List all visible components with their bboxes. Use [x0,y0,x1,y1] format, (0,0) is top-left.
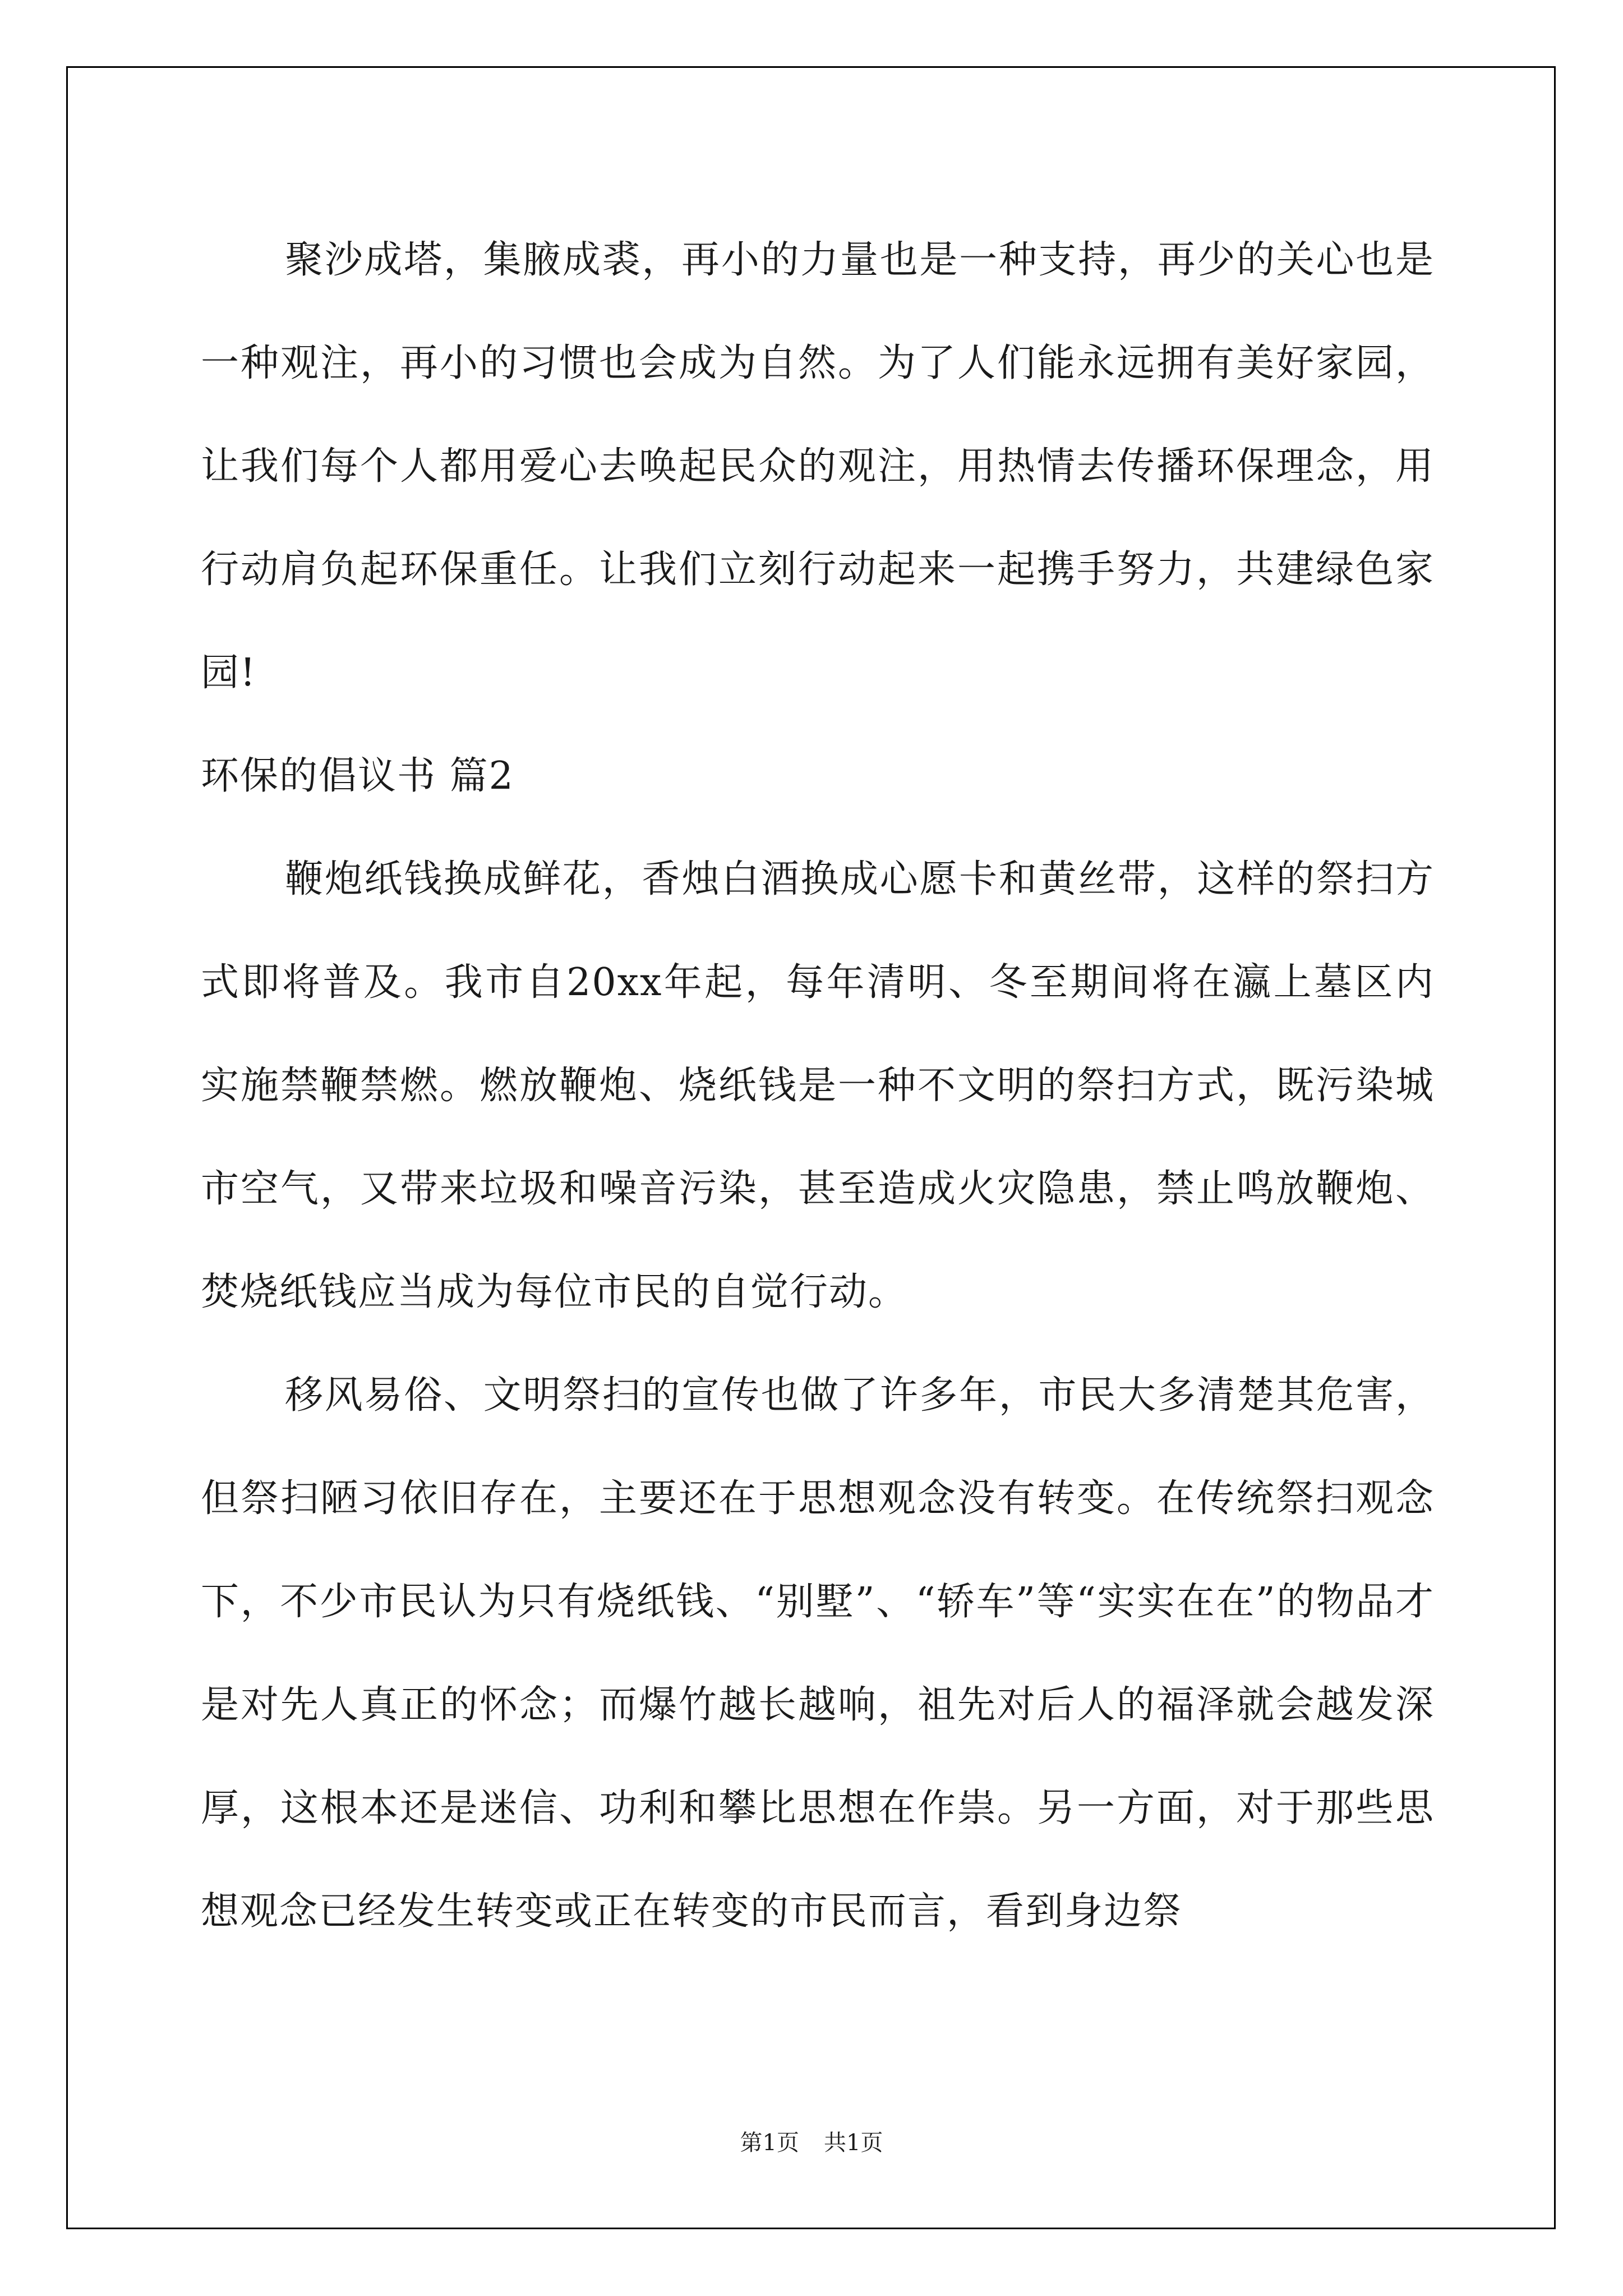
page-number: 第1页 [740,2130,799,2156]
page-footer [0,2126,1623,2160]
paragraph-customs: 移风易俗、文明祭扫的宣传也做了许多年，市民大多清楚其危害，但祭扫陋习依旧存在，主要还在于思想观念没有转变。在传统祭扫观念下，不少市民认为只有烧纸钱、“别墅”、“轿车”等“实实在在”的物品才是对先人真正的怀念；而爆竹越长越响，祖先对后人的福泽就会越发深厚，这根本还是迷信、功利和攀比思想在作祟。另一方面，对于那些思想观念已经发生转变或正在转变的市民而言，看到身边祭 [201,1373,1435,1934]
paragraph-closing: 聚沙成塔，集腋成裘，再小的力量也是一种支持，再少的关心也是一种观注，再小的习惯也会成为自然。为了人们能永远拥有美好家园，让我们每个人都用爱心去唤起民众的观注，用热情去传播环保理念，用行动肩负起环保重任。让我们立刻行动起来一起携手努力，共建绿色家园! [201,238,1435,695]
paragraph-firecrackers: 鞭炮纸钱换成鲜花，香烛白酒换成心愿卡和黄丝带，这样的祭扫方式即将普及。我市自20xx年起，每年清明、冬至期间将在瀛上墓区内实施禁鞭禁燃。燃放鞭炮、烧纸钱是一种不文明的祭扫方式，既污染城市空气，又带来垃圾和噪音污染，甚至造成火灾隐患，禁止鸣放鞭炮、焚烧纸钱应当成为每位市民的自觉行动。 [201,857,1435,1314]
document-body [201,209,1435,1963]
section-heading: 环保的倡议书 篇2 [201,754,514,798]
page-total: 共1页 [824,2130,883,2156]
